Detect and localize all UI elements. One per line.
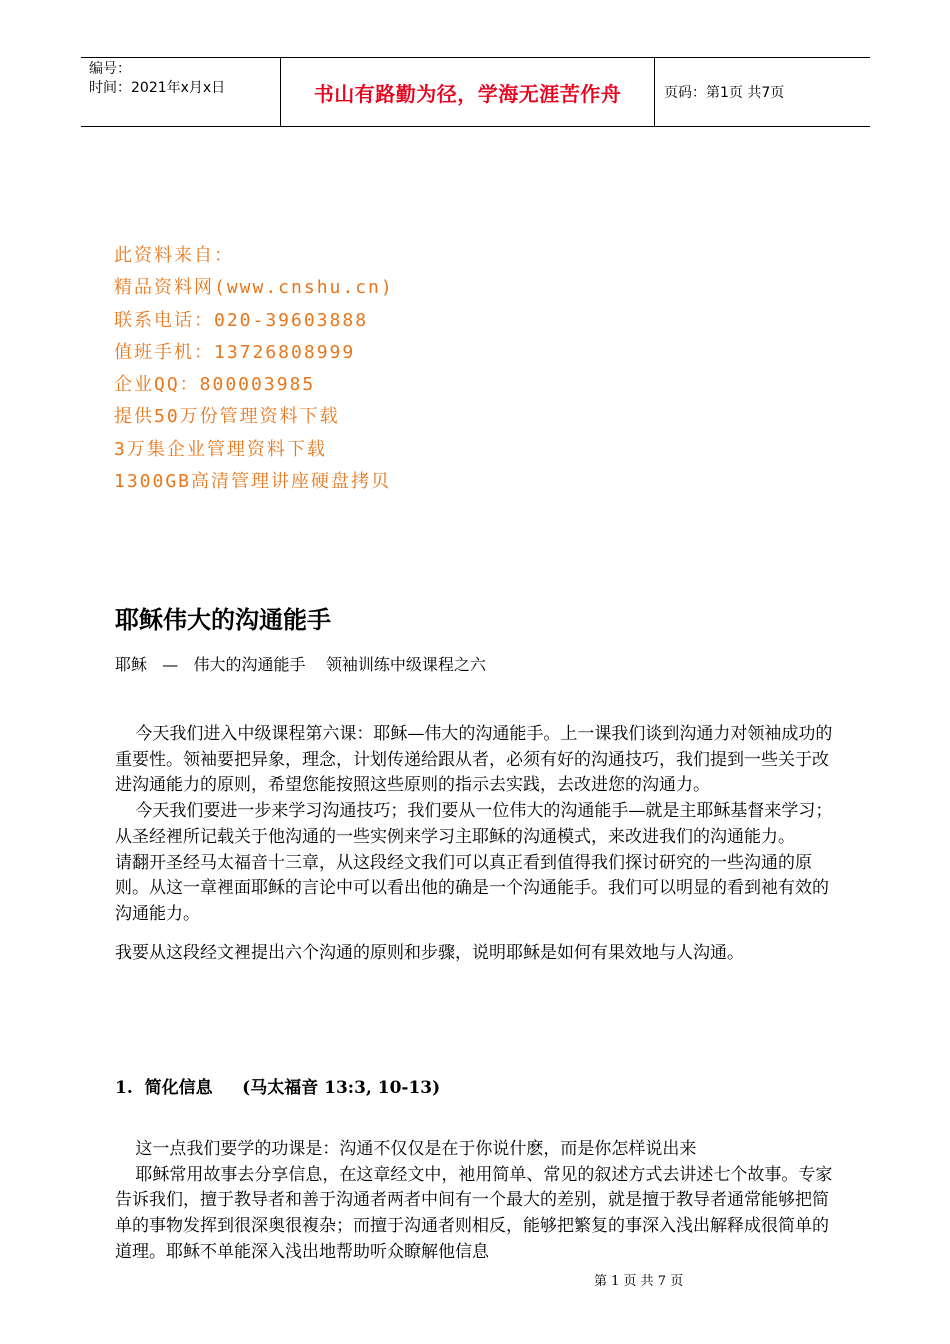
promo-line: 联系电话：020-39603888 [114,309,369,331]
promo-line: 精品资料网(www.cnshu.cn) [114,277,394,299]
paragraph: 今天我们进入中级课程第六课：耶稣—伟大的沟通能手。上一课我们谈到沟通力对领袖成功的重要性。领袖要把异象，理念，计划传递给跟从者，必须有好的沟通技巧，我们提到一些关于改进沟通能力的原则，希望您能按照这些原则的指示去实践，去改进您的沟通力。 [115,724,833,796]
paragraph: 我要从这段经文裡提出六个沟通的原则和步骤，说明耶稣是如何有果效地与人沟通。 [115,942,744,963]
paragraph: 这一点我们要学的功课是：沟通不仅仅是在于你说什麽，而是你怎样说出来 [135,1139,697,1159]
article-body [115,722,835,966]
paragraph: 耶稣常用故事去分享信息，在这章经文中，祂用简单、常见的叙述方式去讲述七个故事。专家告诉我们，擅于教导者和善于沟通者两者中间有一个最大的差别，就是擅于教导者通常能够把简单的事物发挥到很深奥很複杂；而擅于沟通者则相反，能够把繁复的事深入浅出解释成很简单的道理。耶稣不单能深入浅出地帮助听众瞭解他信息 [115,1164,833,1262]
document-header [81,57,870,127]
paragraph: 请翻开圣经马太福音十三章，从这段经文我们可以真正看到值得我们探讨研究的一些沟通的原则。从这一章裡面耶稣的言论中可以看出他的确是一个沟通能手。我们可以明显的看到祂有效的沟通能力。 [115,852,829,924]
promo-line: 此资料来自： [114,245,234,266]
promo-block [114,240,394,498]
header-divider [654,58,655,126]
article-title: 耶稣伟大的沟通能手 [115,605,331,634]
promo-line: 企业QQ：800003985 [114,374,316,396]
section-heading: 1. 简化信息 (马太福音 13:3, 10-13) [115,1078,441,1098]
number-label: 编号： [89,61,131,77]
promo-line: 提供50万份管理资料下载 [114,406,340,428]
article-subtitle: 耶稣 — 伟大的沟通能手 领袖训练中级课程之六 [115,655,486,674]
page-footer: 第 1 页 共 7 页 [594,1274,684,1289]
header-meta [89,60,225,98]
header-page-info: 页码：第1页 共7页 [664,85,785,101]
section-body [115,1137,835,1266]
promo-line: 值班手机：13726808999 [114,341,356,363]
time-label: 时间：2021年x月x日 [89,80,226,96]
promo-line: 3万集企业管理资料下载 [114,438,327,460]
paragraph: 今天我们要进一步来学习沟通技巧；我们要从一位伟大的沟通能手—就是主耶稣基督来学习；从圣经裡所记载关于他沟通的一些实例来学习主耶稣的沟通模式，来改进我们的沟通能力。 [115,801,833,847]
promo-line: 1300GB高清管理讲座硬盘拷贝 [114,471,392,493]
header-motto: 书山有路勤为径，学海无涯苦作舟 [313,82,622,106]
